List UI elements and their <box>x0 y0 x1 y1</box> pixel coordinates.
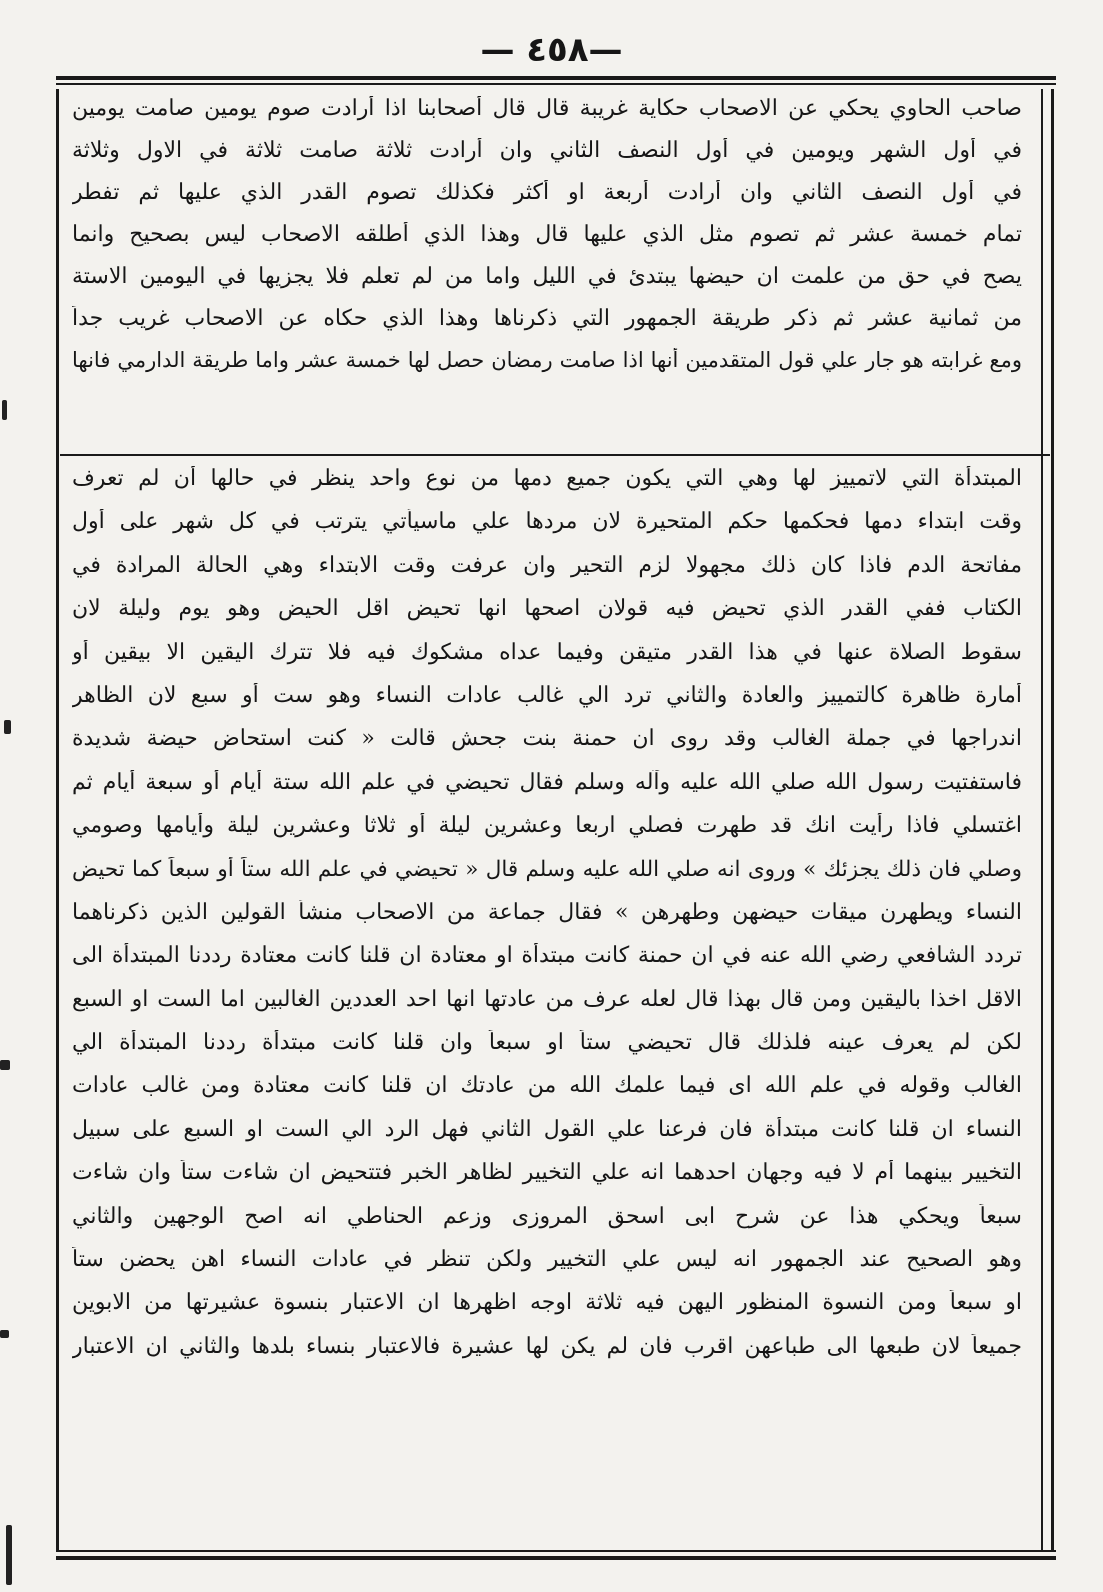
frame-inner-rule <box>1041 89 1043 1551</box>
scan-speck <box>2 400 7 420</box>
scan-speck <box>4 720 11 734</box>
lower-line: سبعاً ويحكي هذا عن شرح ابى اسحق المروزى وزعم الحناطي انه اصح الوجهين والثاني <box>72 1203 1022 1229</box>
lower-line: أمارة ظاهرة كالتمييز والعادة والثاني ترد الي غالب عادات النساء وهو ست أو سبع لان الظاهر <box>72 682 1022 708</box>
lower-line: التخيير بينهما أم لا فيه وجهان احدهما انه علي التخيير لظاهر الخبر فتتحيض ان شاءت ستاً وان شاءت <box>72 1160 1022 1186</box>
top-border-thin <box>56 83 1056 85</box>
scan-speck <box>0 1330 9 1338</box>
lower-line: المبتدأة التي لاتمييز لها وهي التي يكون جميع دمها من نوع واحد ينظر في حالها أن لم تعرف <box>72 466 1022 491</box>
bottom-border-thick <box>56 1556 1056 1560</box>
upper-line: من ثمانية عشر ثم ذكر طريقة الجمهور التي ذكرناها وهذا الذي حكاه عن الاصحاب غريب جداً <box>72 306 1022 331</box>
lower-line: مفاتحة الدم فاذا كان ذلك مجهولا لزم التحير وان عرفت وقت الابتداء وهي الحالة المرادة في <box>72 552 1022 578</box>
lower-line: فاستفتيت رسول الله صلي الله عليه وآله وسلم فقال تحيضي في علم الله ستة أيام أو سبعة أيام ثم <box>72 769 1022 795</box>
upper-line: تمام خمسة عشر ثم تصوم مثل الذي عليها قال وهذا الذي أطلقه الاصحاب ليس بصحيح وانما <box>72 222 1022 247</box>
lower-line: النساء ويطهرن ميقات حيضهن وطهرهن » فقال جماعة من الاصحاب منشأ القولين الذين ذكرناهما <box>72 899 1022 925</box>
lower-line: سقوط الصلاة عنها في هذا القدر متيقن وفيما عداه مشكوك فيه فلا تترك اليقين الا بيقين أو <box>72 639 1022 665</box>
upper-text-block <box>72 96 1022 390</box>
scan-speck <box>0 1060 10 1070</box>
lower-line: وصلي فان ذلك يجزئك » وروى انه صلي الله عليه وسلم قال « تحيضي في علم الله ستاً أو سبعاً كما تحيض <box>72 856 1022 882</box>
lower-line: وقت ابتداء دمها فحكمها حكم المتحيرة لان مردها علي ماسيأتي يترتب في كل شهر على أول <box>72 509 1022 535</box>
lower-line: الغالب وقوله في علم الله اى فيما علمك الله من عادتك ان قلنا كانت معتادة ومن غالب عادات <box>72 1073 1022 1099</box>
bottom-border-thin <box>56 1550 1056 1552</box>
upper-line: صاحب الحاوي يحكي عن الاصحاب حكاية غريبة قال قال أصحابنا اذا أرادت صوم يومين صامت يومين <box>72 96 1022 121</box>
lower-line: اندراجها في جملة الغالب وقد روى ان حمنة بنت جحش قالت « كنت استحاض حيضة شديدة <box>72 726 1022 752</box>
lower-line: لكن لم يعرف عينه فلذلك قال تحيضي ستاً او سبعاً وان قلنا كانت مبتدأة رددنا المبتدأة الي <box>72 1030 1022 1056</box>
lower-text-block <box>72 466 1022 1377</box>
scan-speck <box>6 1525 12 1585</box>
page-number: — ٤٥٨— <box>480 30 623 70</box>
lower-line: جميعاً لان طبعها الى طباعهن اقرب فان لم يكن لها عشيرة فالاعتبار بنساء بلدها والثاني ان الاعتبار <box>72 1333 1022 1359</box>
upper-line: ومع غرابته هو جار علي قول المتقدمين أنها اذا صامت رمضان حصل لها خمسة عشر واما طريقة الدارمي فانها <box>72 348 1022 372</box>
section-divider <box>60 454 1050 456</box>
top-border-thick <box>56 76 1056 80</box>
lower-line: اغتسلي فاذا رأيت انك قد طهرت فصلي اربعا وعشرين ليلة أو ثلاثا وعشرين ليلة وأيامها وصومي <box>72 813 1022 839</box>
lower-line: الكتاب ففي القدر الذي تحيض فيه قولان اصحها انها تحيض اقل الحيض وهو يوم وليلة لان <box>72 596 1022 622</box>
lower-line: النساء ان قلنا كانت مبتدأة فان فرعنا علي القول الثاني فهل الرد الي الست او السبع على سبيل <box>72 1116 1022 1142</box>
upper-line: في أول النصف الثاني وان أرادت أربعة او أكثر فكذلك تصوم القدر الذي عليها ثم تفطر <box>72 180 1022 205</box>
lower-line: تردد الشافعي رضي الله عنه في ان حمنة كانت مبتدأة او معتادة ان قلنا كانت معتادة رددنا المبتدأة الى <box>72 943 1022 969</box>
lower-line: الاقل اخذا باليقين ومن قال بهذا قال لعله عرف من عادتها انها احد العددين الغالبين اما الست او السبع <box>72 986 1022 1012</box>
upper-line: في أول الشهر ويومين في أول النصف الثاني وان أرادت ثلاثة صامت ثلاثة في الاول وثلاثة <box>72 138 1022 163</box>
lower-line: وهو الصحيح عند الجمهور انه ليس علي التخيير ولكن تنظر في عادات النساء اهن يحضن ستاً <box>72 1247 1022 1273</box>
upper-line: يصح في حق من علمت ان حيضها يبتدئ في الليل واما من لم تعلم فلا يجزيها في اليومين الاستة <box>72 264 1022 289</box>
lower-line: او سبعاً ومن النسوة المنظور اليهن فيه ثلاثة اوجه اظهرها ان الاعتبار بنسوة عشيرتها من الابوين <box>72 1290 1022 1316</box>
